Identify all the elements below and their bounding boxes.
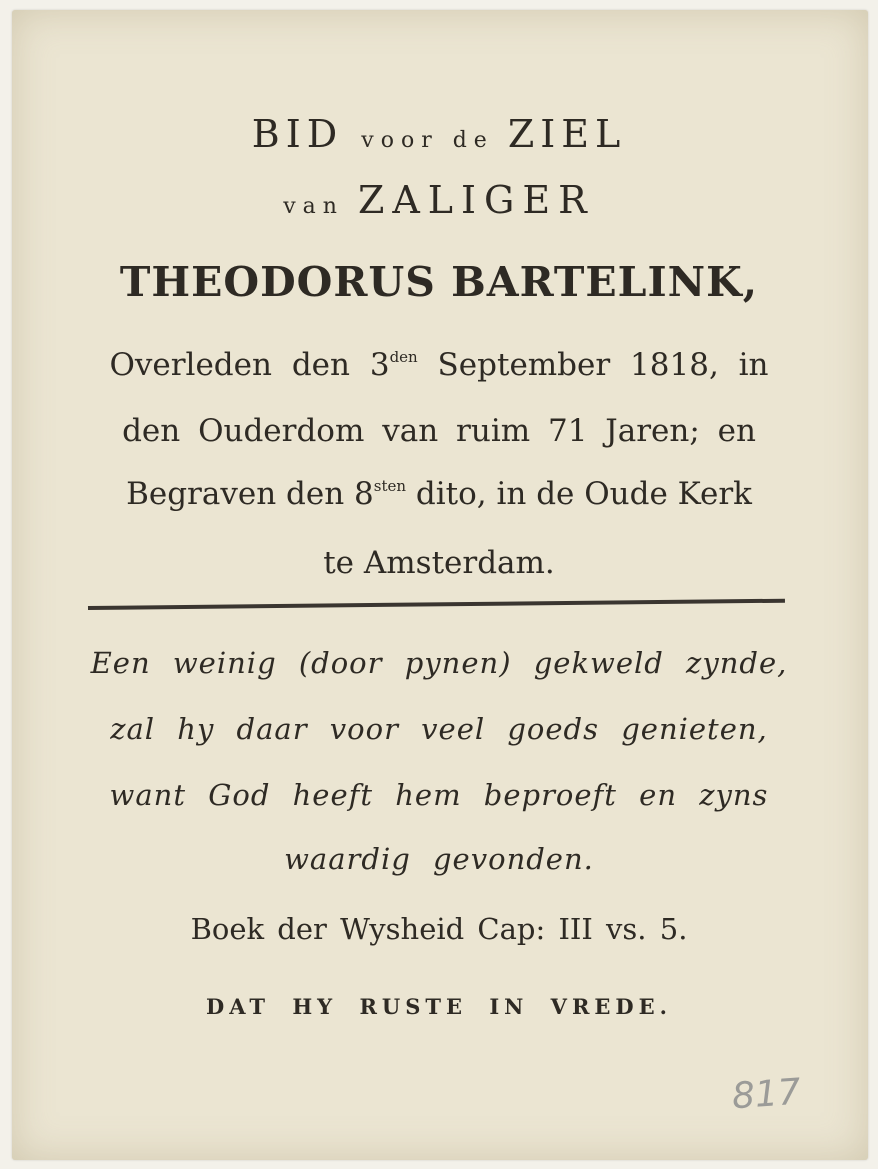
title-line-2: [0, 178, 878, 222]
verse-line-2: zal hy daar voor veel goeds genieten,: [110, 712, 768, 746]
death-date-line: [0, 347, 878, 383]
title-words-voor-de: voor de: [361, 128, 508, 153]
burial-ordinal: sten: [373, 477, 407, 495]
verse-line-4: waardig gevonden.: [284, 842, 594, 876]
title-word-van: van: [283, 194, 358, 219]
death-date-text-b: September 1818, in: [417, 347, 769, 383]
title-word-zaliger: ZALIGER: [357, 178, 595, 222]
closing-line: DAT HY RUSTE IN VREDE.: [206, 994, 672, 1019]
burial-text-a: Begraven den 8: [126, 476, 374, 512]
verse-line-3: want God heeft hem beproeft en zyns: [109, 778, 769, 812]
death-date-ordinal: den: [389, 348, 418, 366]
title-line-1: [0, 112, 878, 156]
death-date-text-a: Overleden den 3: [109, 347, 390, 383]
burial-place-line: te Amsterdam.: [323, 545, 555, 581]
age-line: den Ouderdom van ruim 71 Jaren; en: [122, 413, 756, 449]
burial-text-b: dito, in de Oude Kerk: [406, 476, 752, 512]
title-word-ziel: ZIEL: [507, 112, 627, 156]
burial-line: [0, 476, 878, 512]
verse-line-1: Een weinig (door pynen) gekweld zynde,: [90, 646, 788, 680]
title-word-bid: BID: [251, 112, 362, 156]
archive-number: 817: [730, 1071, 803, 1118]
deceased-name: THEODORUS BARTELINK,: [119, 258, 759, 306]
scripture-citation: Boek der Wysheid Cap: III vs. 5.: [190, 912, 688, 946]
